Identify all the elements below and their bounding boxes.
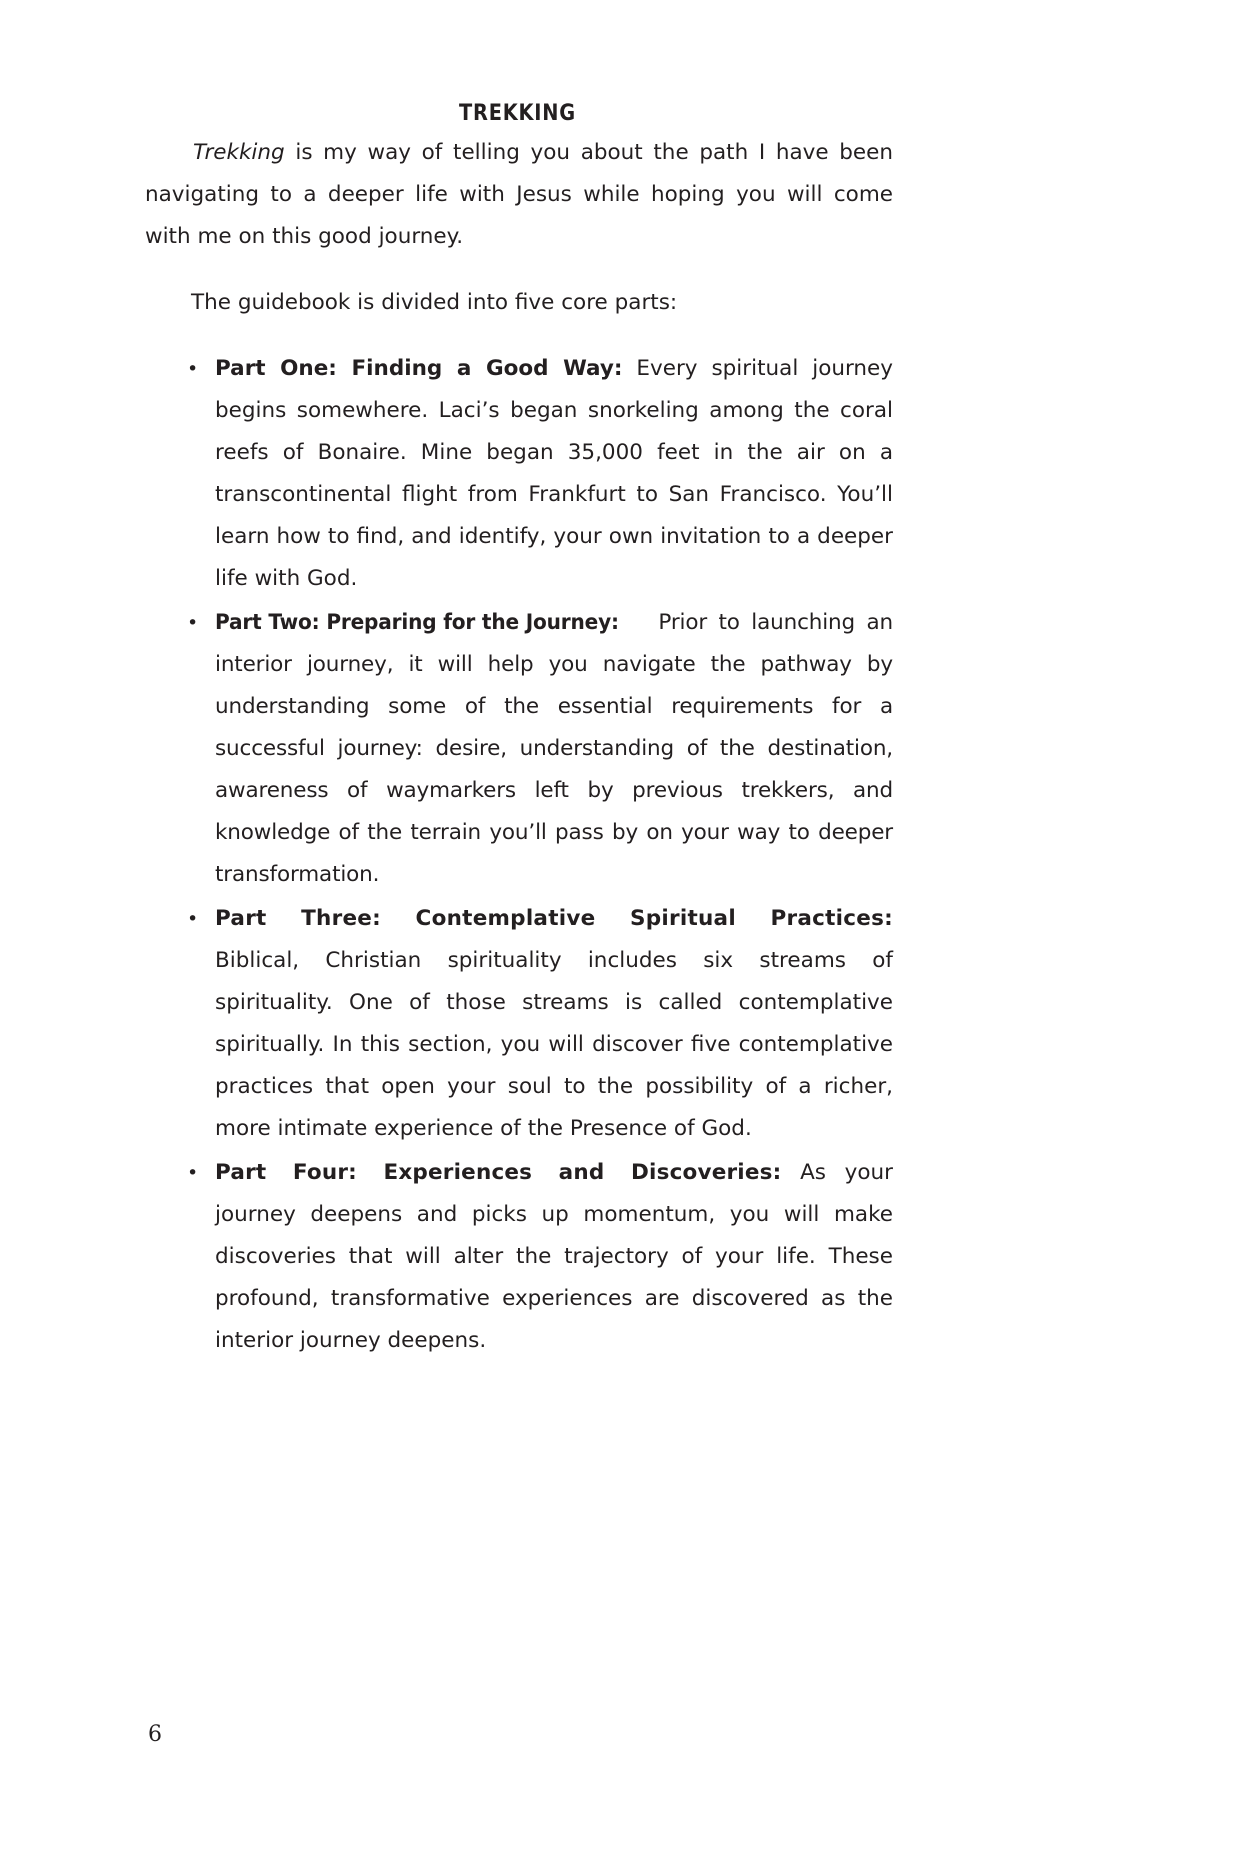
list-item [145,1152,893,1362]
part-two-body: Prior to launching an interior journey, it will help you navigate the pathway by understanding some of the essential requirements for a successful journey: desire, understanding of the destination, awareness of waymarkers left by previous trekkers, and knowledge of the terrain you’ll pass by on your way to deeper transformation. [215,610,893,887]
parts-list [145,348,893,1362]
part-four-lead: Part Four: Experiences and Discoveries: [215,1160,782,1185]
bullet-icon: • [187,612,199,634]
part-three-lead: Part Three: Contemplative Spiritual Practices: [215,906,893,931]
part-two-lead: Part Two: Preparing for the Journey: [215,610,619,635]
bullet-icon: • [187,1162,199,1184]
page-number: 6 [148,1722,162,1747]
intro-paragraph-1 [145,132,893,258]
list-item [145,348,893,600]
list-item [145,898,893,1150]
intro-italic-word: Trekking [193,140,285,165]
page-title: TREKKING [459,100,576,126]
intro-paragraph-2: The guidebook is divided into five core parts: [191,290,678,315]
intro-paragraph-1-rest: is my way of telling you about the path I have been navigating to a deeper life with Jesus while hoping you will come with me on this good journey. [145,140,893,249]
part-one-lead: Part One: Finding a Good Way: [215,356,623,381]
bullet-icon: • [187,358,199,380]
part-one-body: Every spiritual journey begins somewhere. Laci’s began snorkeling among the coral reefs of Bonaire. Mine began 35,000 feet in the air on a transcontinental flight from Frankfurt to San Francisco. You’ll learn how to find, and identify, your own invitation to a deeper life with God. [215,356,894,591]
part-three-body: Biblical, Christian spirituality includes six streams of spirituality. One of those streams is called contemplative spiritually. In this section, you will discover five contemplative practices that open your soul to the possibility of a richer, more intimate experience of the Presence of God. [215,948,893,1141]
body-column [145,132,893,1364]
list-item [145,602,893,896]
part-four-body: As your journey deepens and picks up momentum, you will make discoveries that will alter the trajectory of your life. These profound, transformative experiences are discovered as the interior journey deepens. [215,1160,893,1353]
bullet-icon: • [187,908,199,930]
